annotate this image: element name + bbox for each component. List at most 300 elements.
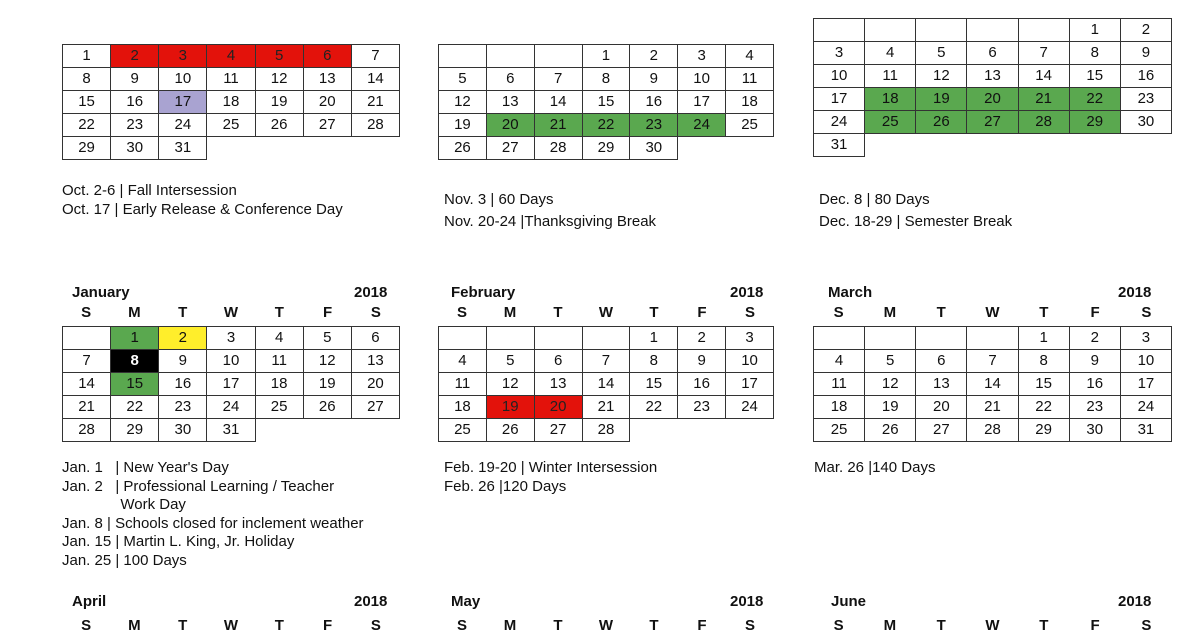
note-line: Jan. 8 | Schools closed for inclement weather — [62, 514, 364, 532]
day-cell: 4 — [865, 42, 916, 65]
day-cell: 9 — [630, 68, 678, 91]
blank-cell — [486, 327, 534, 350]
day-cell: 26 — [916, 111, 967, 134]
blank-cell — [865, 327, 916, 350]
day-cell: 23 — [630, 114, 678, 137]
weekday-label: W — [985, 617, 1000, 634]
empty-cell — [207, 137, 255, 160]
day-cell: 19 — [439, 114, 487, 137]
day-cell: 7 — [582, 350, 630, 373]
week-row — [63, 373, 400, 396]
day-cell: 28 — [534, 137, 582, 160]
weekday-label: T — [274, 617, 284, 634]
day-cell: 13 — [486, 91, 534, 114]
day-cell: 12 — [255, 68, 303, 91]
day-cell: 31 — [1120, 419, 1171, 442]
day-cell: 16 — [1120, 65, 1171, 88]
day-cell: 11 — [207, 68, 255, 91]
day-cell: 1 — [1018, 327, 1069, 350]
day-cell: 27 — [303, 114, 351, 137]
day-cell: 8 — [63, 68, 111, 91]
calendar-grid-march — [813, 326, 1172, 442]
week-row — [63, 137, 400, 160]
day-cell: 10 — [159, 68, 207, 91]
day-cell: 21 — [63, 396, 111, 419]
day-cell: 4 — [439, 350, 487, 373]
week-row — [63, 419, 400, 442]
day-cell: 25 — [865, 111, 916, 134]
note-line: Dec. 8 | 80 Days — [819, 191, 930, 208]
day-cell: 14 — [351, 68, 399, 91]
weekday-label: M — [503, 304, 517, 321]
week-row — [63, 350, 400, 373]
month-year: 2018 — [1118, 284, 1152, 301]
day-cell: 24 — [678, 114, 726, 137]
day-cell: 8 — [1069, 42, 1120, 65]
day-cell: 5 — [303, 327, 351, 350]
day-cell: 1 — [63, 45, 111, 68]
day-cell: 24 — [814, 111, 865, 134]
day-cell: 26 — [303, 396, 351, 419]
week-row — [439, 45, 774, 68]
weekday-label: S — [456, 304, 467, 321]
weekday-label: S — [1141, 617, 1152, 634]
day-cell: 15 — [111, 373, 159, 396]
calendar-grid-november — [438, 44, 774, 160]
day-cell: 7 — [1018, 42, 1069, 65]
empty-cell — [916, 134, 967, 157]
notes-february — [444, 459, 657, 496]
day-cell: 3 — [678, 45, 726, 68]
day-cell: 16 — [159, 373, 207, 396]
note-line: Feb. 19-20 | Winter Intersession — [444, 459, 658, 476]
week-row — [814, 419, 1172, 442]
day-cell: 4 — [814, 350, 865, 373]
notes-october — [62, 182, 343, 219]
day-cell: 7 — [351, 45, 399, 68]
day-cell: 21 — [534, 114, 582, 137]
week-row — [63, 114, 400, 137]
day-cell: 14 — [63, 373, 111, 396]
day-cell: 29 — [1069, 111, 1120, 134]
day-cell: 11 — [726, 68, 774, 91]
blank-cell — [916, 19, 967, 42]
day-cell: 4 — [207, 45, 255, 68]
week-row — [63, 327, 400, 350]
week-row — [439, 350, 774, 373]
day-cell: 14 — [534, 91, 582, 114]
day-cell: 22 — [1069, 88, 1120, 111]
day-cell: 24 — [159, 114, 207, 137]
day-cell: 6 — [967, 42, 1018, 65]
day-cell: 25 — [207, 114, 255, 137]
weekday-label: S — [370, 304, 381, 321]
month-title: April — [72, 593, 107, 610]
day-cell: 23 — [1069, 396, 1120, 419]
week-row — [814, 396, 1172, 419]
day-cell: 26 — [865, 419, 916, 442]
day-cell: 15 — [582, 91, 630, 114]
month-year: 2018 — [730, 284, 764, 301]
week-row — [814, 327, 1172, 350]
day-cell: 1 — [111, 327, 159, 350]
weekday-label: T — [936, 304, 946, 321]
day-cell: 21 — [582, 396, 630, 419]
weekday-label: F — [322, 617, 333, 634]
day-cell: 26 — [439, 137, 487, 160]
day-cell: 11 — [865, 65, 916, 88]
day-cell: 8 — [111, 350, 159, 373]
weekday-label: T — [936, 617, 946, 634]
weekday-label: S — [370, 617, 381, 634]
empty-cell — [255, 419, 303, 442]
month-year: 2018 — [730, 593, 764, 610]
day-cell: 12 — [439, 91, 487, 114]
day-cell: 7 — [967, 350, 1018, 373]
weekday-label: T — [1039, 617, 1049, 634]
day-cell: 31 — [159, 137, 207, 160]
day-cell: 27 — [486, 137, 534, 160]
day-cell: 1 — [582, 45, 630, 68]
weekday-label: F — [697, 304, 707, 321]
day-cell: 16 — [630, 91, 678, 114]
day-cell: 2 — [111, 45, 159, 68]
day-cell: 23 — [159, 396, 207, 419]
day-cell: 1 — [1069, 19, 1120, 42]
week-row — [814, 111, 1172, 134]
day-cell: 25 — [726, 114, 774, 137]
day-cell: 30 — [1120, 111, 1171, 134]
day-cell: 21 — [967, 396, 1018, 419]
day-cell: 19 — [303, 373, 351, 396]
weekday-label: S — [833, 304, 844, 321]
blank-cell — [582, 327, 630, 350]
weekday-label: T — [178, 304, 188, 321]
day-cell: 16 — [1069, 373, 1120, 396]
day-cell: 5 — [486, 350, 534, 373]
day-cell: 12 — [486, 373, 534, 396]
day-cell: 3 — [159, 45, 207, 68]
weekday-label: W — [223, 617, 239, 634]
empty-cell — [1120, 134, 1171, 157]
empty-cell — [865, 134, 916, 157]
notes-december — [819, 189, 1012, 233]
week-row — [439, 419, 774, 442]
day-cell: 4 — [255, 327, 303, 350]
empty-cell — [351, 419, 399, 442]
week-row — [814, 65, 1172, 88]
day-cell: 20 — [534, 396, 582, 419]
note-line: Work Day — [62, 496, 186, 513]
day-cell: 13 — [916, 373, 967, 396]
weekday-label: M — [128, 304, 141, 321]
day-cell: 28 — [63, 419, 111, 442]
week-row — [63, 396, 400, 419]
day-cell: 6 — [486, 68, 534, 91]
day-cell: 29 — [111, 419, 159, 442]
weekday-label: W — [985, 304, 1000, 321]
weekday-label: M — [503, 617, 517, 634]
note-line: Oct. 2-6 | Fall Intersession — [62, 182, 237, 199]
note-line: Mar. 26 |140 Days — [814, 459, 936, 476]
notes-march — [814, 459, 935, 478]
weekday-label: T — [649, 617, 659, 634]
day-cell: 18 — [865, 88, 916, 111]
day-cell: 20 — [303, 91, 351, 114]
weekday-label: F — [1090, 304, 1100, 321]
weekday-label: T — [1039, 304, 1049, 321]
day-cell: 13 — [534, 373, 582, 396]
day-cell: 17 — [1120, 373, 1171, 396]
day-cell: 26 — [255, 114, 303, 137]
day-cell: 7 — [63, 350, 111, 373]
day-cell: 3 — [814, 42, 865, 65]
note-line: Jan. 1 | New Year's Day — [62, 459, 229, 476]
empty-cell — [726, 419, 774, 442]
week-row — [814, 350, 1172, 373]
day-cell: 23 — [111, 114, 159, 137]
empty-cell — [630, 419, 678, 442]
day-cell: 3 — [726, 327, 774, 350]
day-cell: 19 — [916, 88, 967, 111]
day-cell: 29 — [63, 137, 111, 160]
notes-november — [444, 189, 656, 233]
day-cell: 3 — [207, 327, 255, 350]
day-cell: 29 — [1018, 419, 1069, 442]
week-row — [63, 68, 400, 91]
day-cell: 10 — [1120, 350, 1171, 373]
day-cell: 4 — [726, 45, 774, 68]
week-row — [439, 396, 774, 419]
weekday-label: S — [744, 304, 755, 321]
day-cell: 24 — [1120, 396, 1171, 419]
month-title: January — [72, 284, 130, 301]
weekday-label: T — [274, 304, 284, 321]
day-cell: 13 — [303, 68, 351, 91]
blank-cell — [486, 45, 534, 68]
day-cell: 3 — [1120, 327, 1171, 350]
empty-cell — [351, 137, 399, 160]
day-cell: 28 — [967, 419, 1018, 442]
week-row — [439, 68, 774, 91]
weekday-label: S — [1141, 304, 1152, 321]
day-cell: 14 — [1018, 65, 1069, 88]
day-cell: 19 — [865, 396, 916, 419]
note-line: Oct. 17 | Early Release & Conference Day — [62, 200, 343, 218]
empty-cell — [726, 137, 774, 160]
day-cell: 22 — [111, 396, 159, 419]
day-cell: 5 — [439, 68, 487, 91]
day-cell: 18 — [207, 91, 255, 114]
blank-cell — [439, 45, 487, 68]
day-cell: 22 — [1018, 396, 1069, 419]
day-cell: 17 — [814, 88, 865, 111]
day-cell: 28 — [582, 419, 630, 442]
blank-cell — [63, 327, 111, 350]
day-cell: 31 — [207, 419, 255, 442]
day-cell: 5 — [255, 45, 303, 68]
note-line: Dec. 18-29 | Semester Break — [819, 213, 1013, 230]
day-cell: 17 — [207, 373, 255, 396]
day-cell: 25 — [814, 419, 865, 442]
note-line: Jan. 2 | Professional Learning / Teacher — [62, 477, 335, 495]
day-cell: 6 — [534, 350, 582, 373]
day-cell: 29 — [582, 137, 630, 160]
day-cell: 18 — [439, 396, 487, 419]
weekday-label: T — [649, 304, 659, 321]
day-cell: 24 — [207, 396, 255, 419]
blank-cell — [916, 327, 967, 350]
day-cell: 2 — [1120, 19, 1171, 42]
day-cell: 27 — [967, 111, 1018, 134]
empty-cell — [678, 137, 726, 160]
month-year: 2018 — [1118, 593, 1152, 610]
blank-cell — [967, 19, 1018, 42]
weekday-label: W — [598, 304, 614, 321]
day-cell: 23 — [1120, 88, 1171, 111]
day-cell: 14 — [582, 373, 630, 396]
month-year: 2018 — [354, 284, 388, 301]
day-cell: 21 — [1018, 88, 1069, 111]
day-cell: 13 — [351, 350, 399, 373]
notes-january — [62, 459, 364, 570]
day-cell: 26 — [486, 419, 534, 442]
weekday-label: F — [322, 304, 333, 321]
week-row — [63, 91, 400, 114]
blank-cell — [814, 327, 865, 350]
empty-cell — [1018, 134, 1069, 157]
week-row — [439, 114, 774, 137]
day-cell: 22 — [582, 114, 630, 137]
calendar-grid-january — [62, 326, 400, 442]
week-row — [814, 134, 1172, 157]
day-cell: 10 — [678, 68, 726, 91]
weekday-label: S — [744, 617, 755, 634]
weekday-label: W — [598, 617, 614, 634]
weekday-label: T — [553, 617, 563, 634]
blank-cell — [1018, 19, 1069, 42]
day-cell: 10 — [726, 350, 774, 373]
empty-cell — [1069, 134, 1120, 157]
day-cell: 27 — [916, 419, 967, 442]
day-cell: 18 — [726, 91, 774, 114]
day-cell: 31 — [814, 134, 865, 157]
blank-cell — [865, 19, 916, 42]
day-cell: 17 — [678, 91, 726, 114]
weekday-label: M — [883, 304, 897, 321]
day-cell: 28 — [1018, 111, 1069, 134]
month-title: March — [828, 284, 873, 301]
day-cell: 14 — [967, 373, 1018, 396]
day-cell: 2 — [678, 327, 726, 350]
day-cell: 30 — [111, 137, 159, 160]
day-cell: 6 — [303, 45, 351, 68]
note-line: Jan. 15 | Martin L. King, Jr. Holiday — [62, 533, 295, 550]
weekday-label: S — [456, 617, 467, 634]
day-cell: 23 — [678, 396, 726, 419]
calendar-grid-december — [813, 18, 1172, 157]
day-cell: 13 — [967, 65, 1018, 88]
day-cell: 15 — [1069, 65, 1120, 88]
note-line: Jan. 25 | 100 Days — [62, 551, 187, 569]
day-cell: 9 — [111, 68, 159, 91]
weekday-label: S — [81, 617, 92, 634]
day-cell: 10 — [814, 65, 865, 88]
day-cell: 11 — [255, 350, 303, 373]
day-cell: 15 — [63, 91, 111, 114]
blank-cell — [814, 19, 865, 42]
day-cell: 15 — [1018, 373, 1069, 396]
month-title: June — [831, 593, 867, 610]
note-line: Nov. 3 | 60 Days — [444, 191, 554, 208]
day-cell: 22 — [63, 114, 111, 137]
day-cell: 11 — [439, 373, 487, 396]
weekday-label: F — [1090, 617, 1100, 634]
day-cell: 9 — [1120, 42, 1171, 65]
day-cell: 19 — [255, 91, 303, 114]
month-title: May — [451, 593, 481, 610]
day-cell: 18 — [255, 373, 303, 396]
week-row — [439, 327, 774, 350]
day-cell: 1 — [630, 327, 678, 350]
day-cell: 20 — [486, 114, 534, 137]
empty-cell — [303, 419, 351, 442]
day-cell: 5 — [916, 42, 967, 65]
day-cell: 15 — [630, 373, 678, 396]
weekday-label: T — [553, 304, 563, 321]
weekday-label: F — [697, 617, 707, 634]
weekday-label: W — [223, 304, 239, 321]
month-title: February — [451, 284, 516, 301]
day-cell: 25 — [255, 396, 303, 419]
day-cell: 12 — [303, 350, 351, 373]
week-row — [439, 373, 774, 396]
day-cell: 27 — [351, 396, 399, 419]
empty-cell — [303, 137, 351, 160]
note-line: Nov. 20-24 |Thanksgiving Break — [444, 213, 657, 230]
blank-cell — [534, 45, 582, 68]
weekday-label: S — [81, 304, 92, 321]
weekday-label: S — [833, 617, 844, 634]
day-cell: 8 — [630, 350, 678, 373]
day-cell: 22 — [630, 396, 678, 419]
day-cell: 6 — [916, 350, 967, 373]
day-cell: 20 — [916, 396, 967, 419]
blank-cell — [967, 327, 1018, 350]
empty-cell — [255, 137, 303, 160]
blank-cell — [439, 327, 487, 350]
day-cell: 17 — [726, 373, 774, 396]
day-cell: 20 — [967, 88, 1018, 111]
day-cell: 21 — [351, 91, 399, 114]
day-cell: 19 — [486, 396, 534, 419]
week-row — [814, 88, 1172, 111]
day-cell: 10 — [207, 350, 255, 373]
weekday-label: M — [128, 617, 141, 634]
day-cell: 28 — [351, 114, 399, 137]
month-year: 2018 — [354, 593, 388, 610]
weekday-label: T — [178, 617, 188, 634]
day-cell: 12 — [865, 373, 916, 396]
day-cell: 12 — [916, 65, 967, 88]
note-line: Feb. 26 |120 Days — [444, 477, 567, 495]
day-cell: 16 — [678, 373, 726, 396]
blank-cell — [534, 327, 582, 350]
day-cell: 2 — [159, 327, 207, 350]
week-row — [439, 137, 774, 160]
day-cell: 20 — [351, 373, 399, 396]
day-cell: 8 — [1018, 350, 1069, 373]
